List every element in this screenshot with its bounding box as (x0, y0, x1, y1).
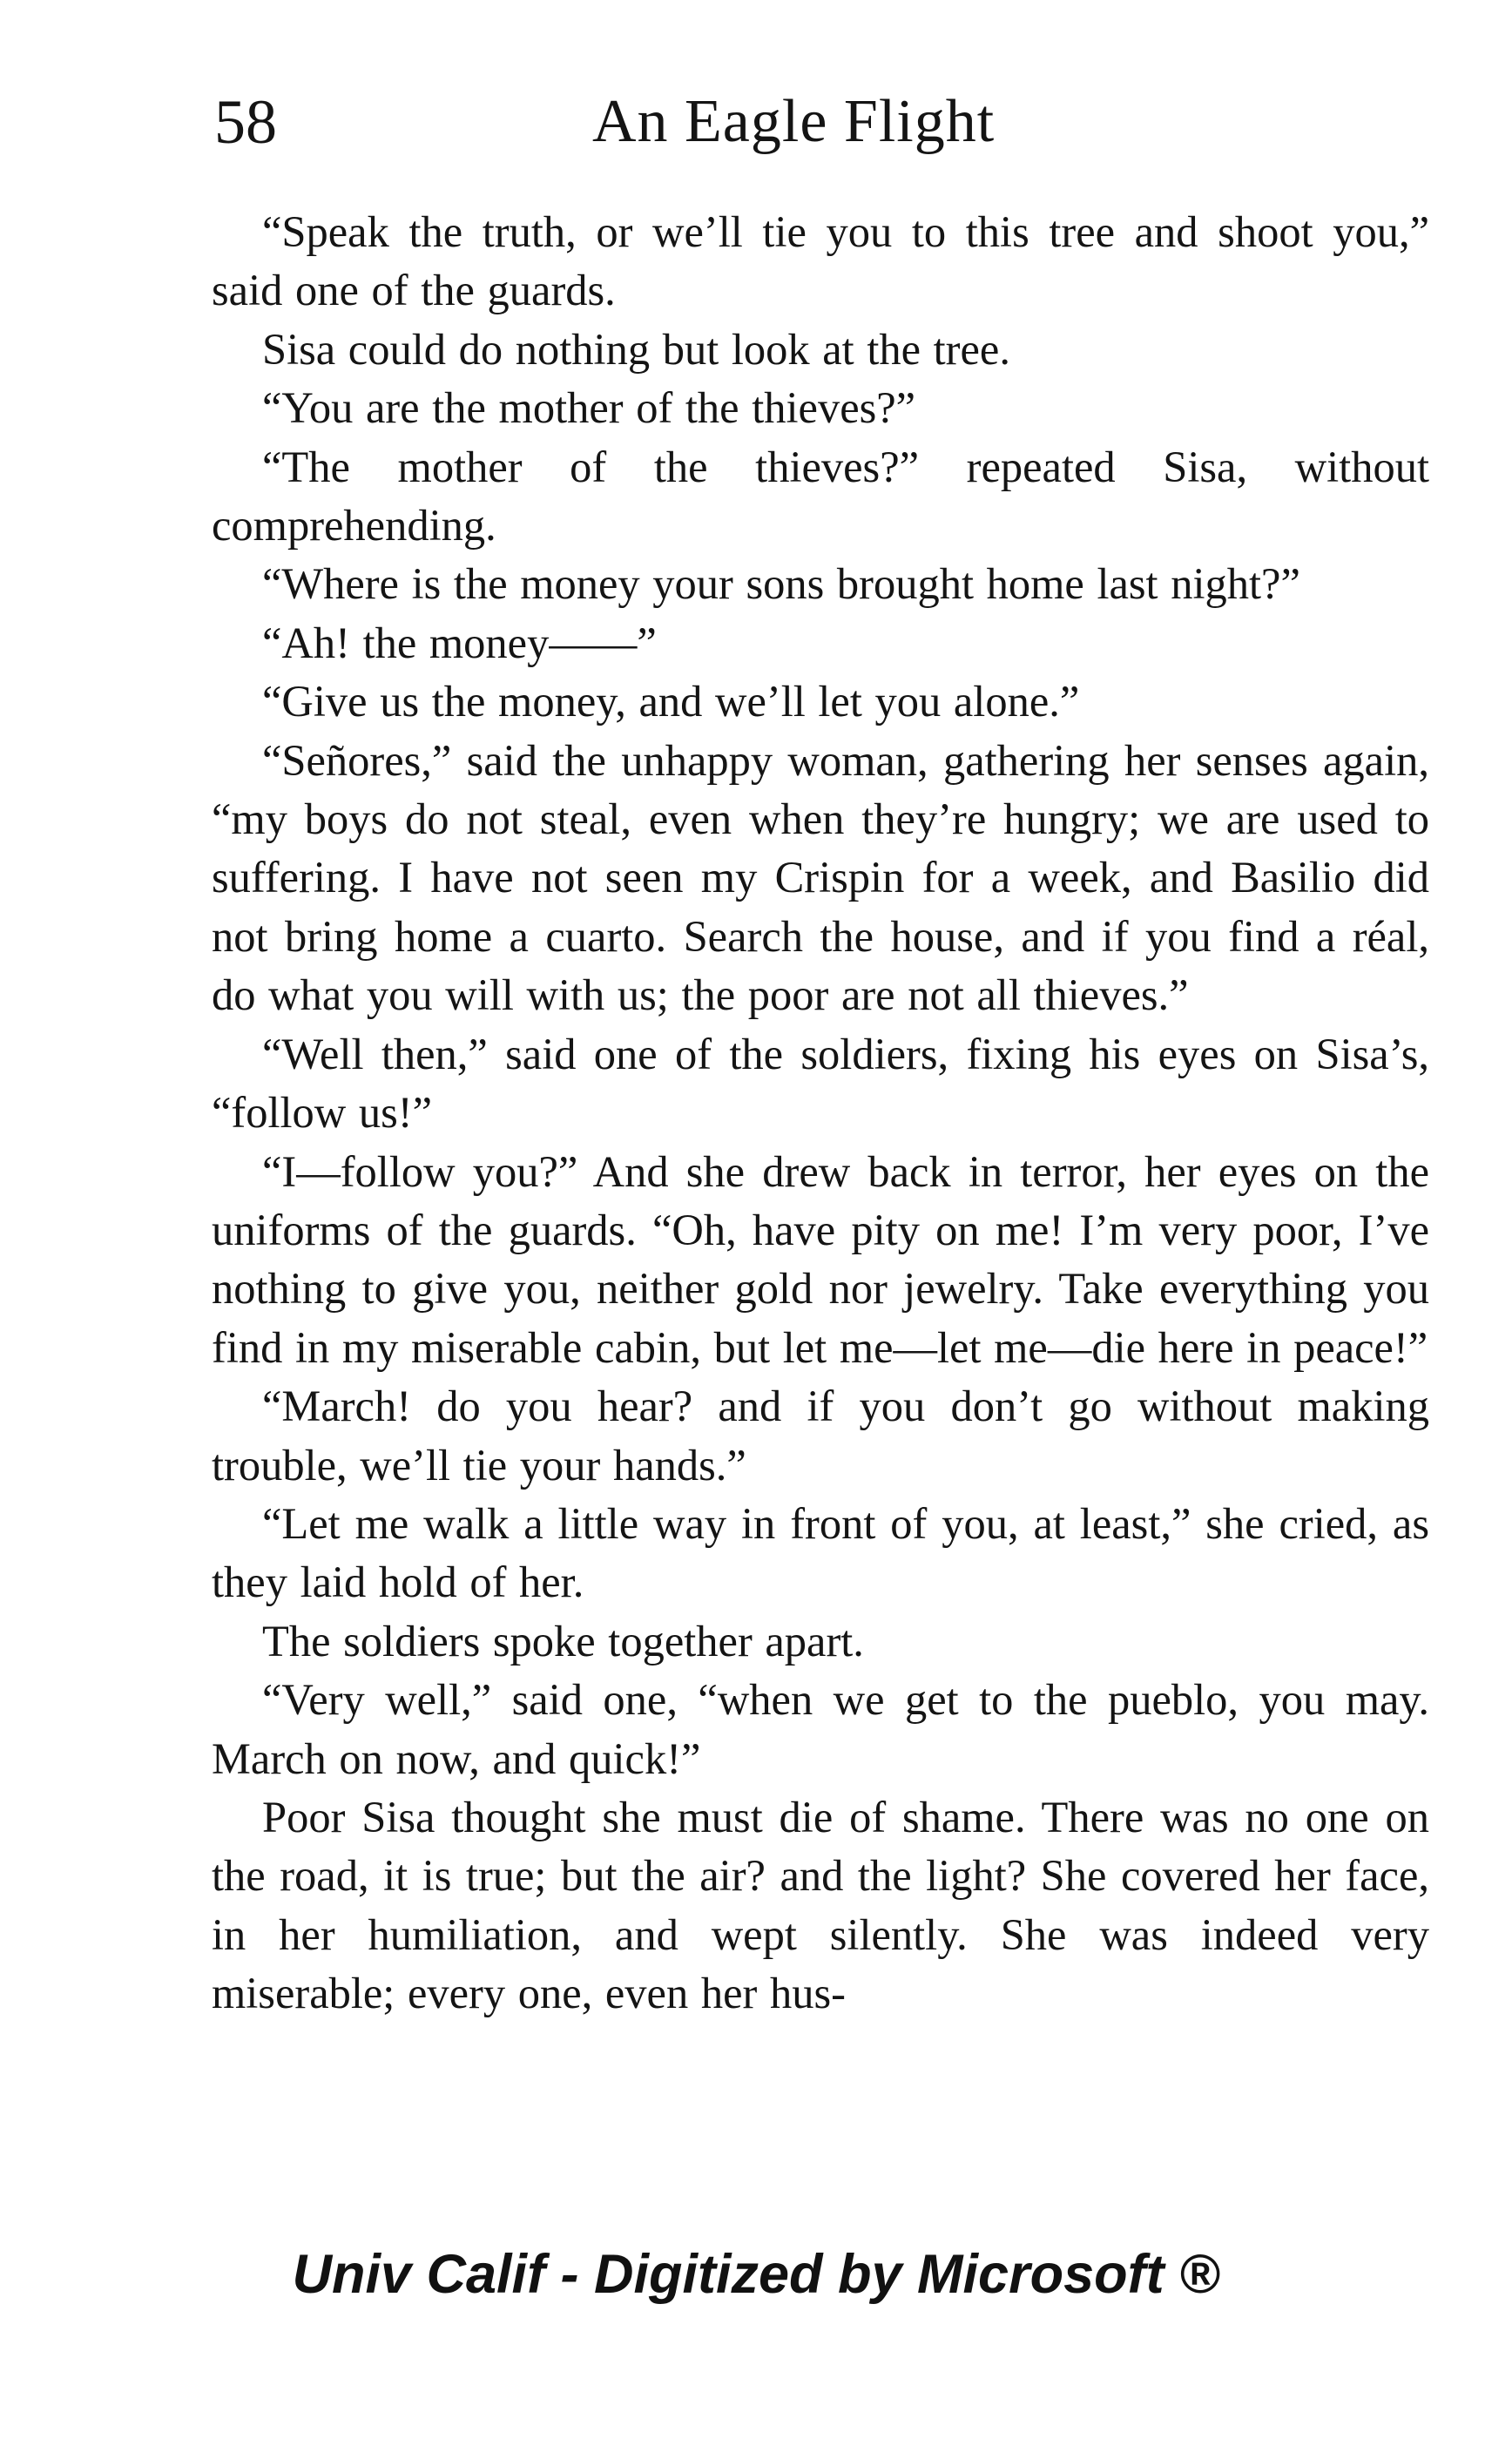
paragraph: “Very well,” said one, “when we get to the pueblo, you may. March on now, and quick!” (212, 1675, 1429, 1783)
paragraph: “Speak the truth, or we’ll tie you to this tree and shoot you,” said one of the guards. (212, 207, 1429, 315)
page-header (209, 83, 1428, 161)
running-title: An Eagle Flight (592, 88, 996, 155)
paragraph: “You are the mother of the thieves?” (262, 383, 916, 433)
paragraph: “Well then,” said one of the soldiers, fixing his eyes on Sisa’s, “follow us!” (212, 1029, 1429, 1138)
paragraph: “Señores,” said the unhappy woman, gathering her senses again, “my boys do not steal, even when they’re hungry; we are used to suffering. I have not seen my Crispin for a week, and Basilio did not bring home a cuarto. Search the house, and if you find a réal, do what you will with us; the poor are not all thieves.” (212, 735, 1429, 1020)
digitization-stamp: Univ Calif - Digitized by Microsoft ® (292, 2244, 1220, 2305)
paragraph: “Let me walk a little way in front of you, at least,” she cried, as they laid hold of her. (212, 1498, 1429, 1607)
body-text (212, 203, 1429, 2024)
paragraph: “The mother of the thieves?” repeated Sisa, without comprehending. (212, 442, 1429, 551)
paragraph: Sisa could do nothing but look at the tree. (262, 324, 1010, 374)
paragraph: “March! do you hear? and if you don’t go without making trouble, we’ll tie your hands.” (212, 1382, 1429, 1490)
paragraph: “Give us the money, and we’ll let you alone.” (262, 677, 1080, 726)
paragraph: “Where is the money your sons brought home last night?” (262, 559, 1300, 609)
page-number: 58 (214, 87, 277, 157)
paragraph: “I—follow you?” And she drew back in terror, her eyes on the uniforms of the guards. “Oh, have pity on me! I’m very poor, I’ve nothing to give you, neither gold nor jewelry. Take everything you find in my miserable cabin, but let me—let me—die here in peace!” (212, 1146, 1429, 1372)
paragraph: The soldiers spoke together apart. (262, 1616, 864, 1666)
paragraph: Poor Sisa thought she must die of shame. There was no one on the road, it is true; but the air? and the light? She covered her face, in her humiliation, and wept silently. She was indeed very miserable; every one, even her hus- (212, 1792, 1429, 2018)
paragraph: “Ah! the money——” (262, 618, 657, 667)
